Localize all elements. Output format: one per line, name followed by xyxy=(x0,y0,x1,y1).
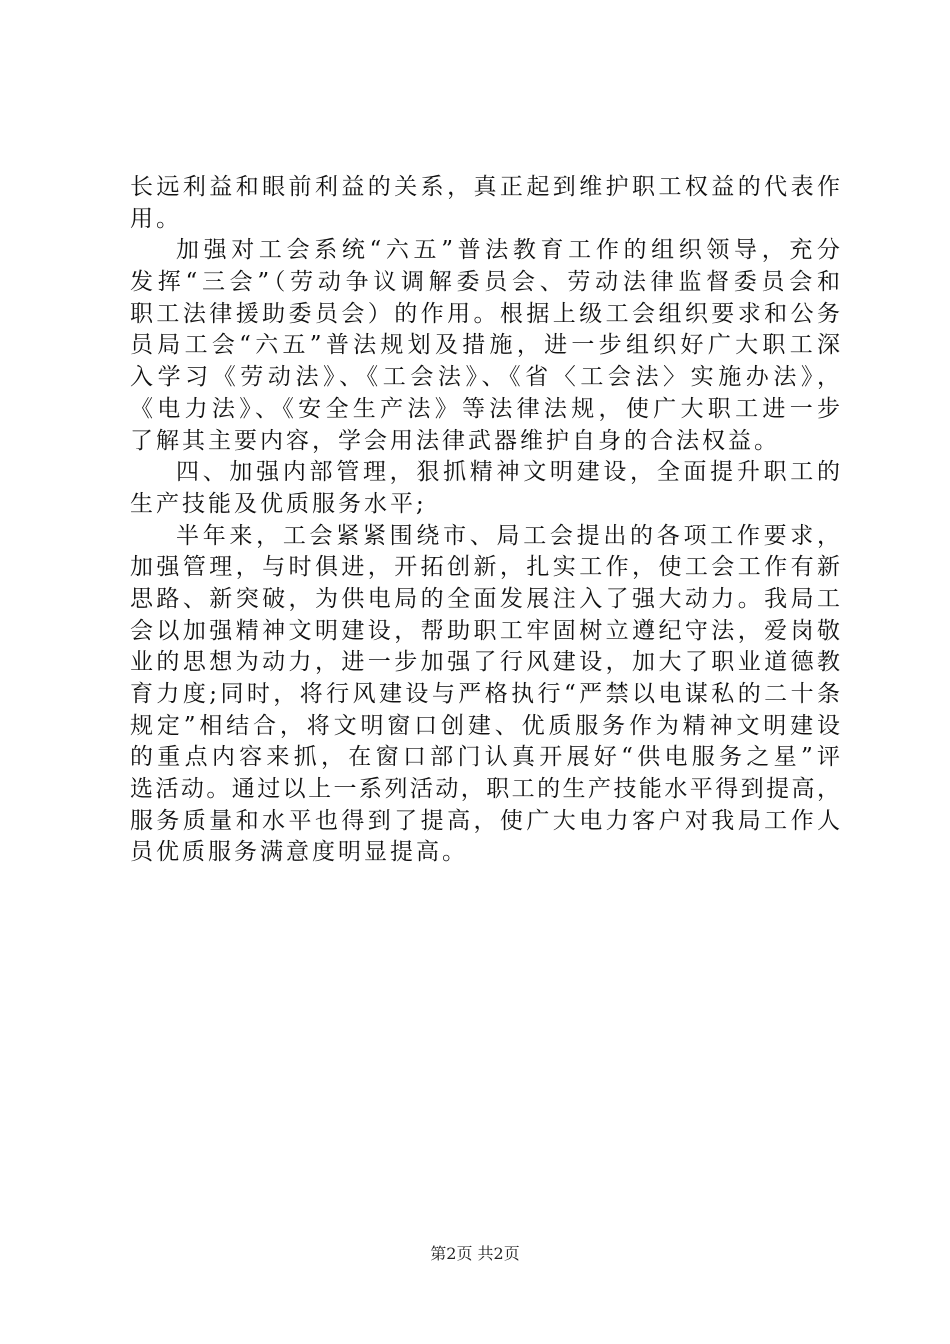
text-line: 思路、新突破，为供电局的全面发展注入了强大动力。我局工 xyxy=(130,585,840,612)
text-line: 规定”相结合，将文明窗口创建、优质服务作为精神文明建设 xyxy=(130,712,840,739)
text-line: 员优质服务满意度明显提高。 xyxy=(130,839,468,866)
text-line: 用。 xyxy=(130,205,182,232)
page-footer xyxy=(0,1243,950,1265)
text-line: 发挥“三会”（劳动争议调解委员会、劳动法律监督委员会和 xyxy=(130,269,840,296)
section-heading: 四、加强内部管理，狠抓精神文明建设，全面提升职工的 xyxy=(176,459,840,486)
text-line: 服务质量和水平也得到了提高，使广大电力客户对我局工作人 xyxy=(130,807,840,834)
text-line: 职工法律援助委员会）的作用。根据上级工会组织要求和公务 xyxy=(130,300,840,327)
text-line: 选活动。通过以上一系列活动，职工的生产技能水平得到提高， xyxy=(130,776,840,803)
text-line: 了解其主要内容，学会用法律武器维护自身的合法权益。 xyxy=(130,427,780,454)
text-line: 加强管理，与时俱进，开拓创新，扎实工作，使工会工作有新 xyxy=(130,554,840,581)
text-line: 长远利益和眼前利益的关系，真正起到维护职工权益的代表作 xyxy=(130,174,840,200)
text-line: 业的思想为动力，进一步加强了行风建设，加大了职业道德教 xyxy=(130,649,840,676)
paragraph-first-line: 加强对工会系统“六五”普法教育工作的组织领导，充分 xyxy=(176,237,840,264)
text-line: 会以加强精神文明建设，帮助职工牢固树立遵纪守法，爱岗敬 xyxy=(130,617,840,644)
text-line: 育力度;同时，将行风建设与严格执行“严禁以电谋私的二十条 xyxy=(130,681,840,707)
text-line: 入学习《劳动法》、《工会法》、《省〈工会法〉实施办法》， xyxy=(130,364,840,391)
document-body xyxy=(130,172,840,869)
text-line: 员局工会“六五”普法规划及措施，进一步组织好广大职工深 xyxy=(130,332,840,359)
text-line: 的重点内容来抓，在窗口部门认真开展好“供电服务之星”评 xyxy=(130,744,840,771)
section-heading-continued: 生产技能及优质服务水平; xyxy=(130,490,427,517)
paragraph-first-line: 半年来，工会紧紧围绕市、局工会提出的各项工作要求， xyxy=(176,522,840,549)
text-line: 《电力法》、《安全生产法》等法律法规，使广大职工进一步 xyxy=(130,395,840,422)
page-number: 第2页 共2页 xyxy=(430,1244,520,1263)
